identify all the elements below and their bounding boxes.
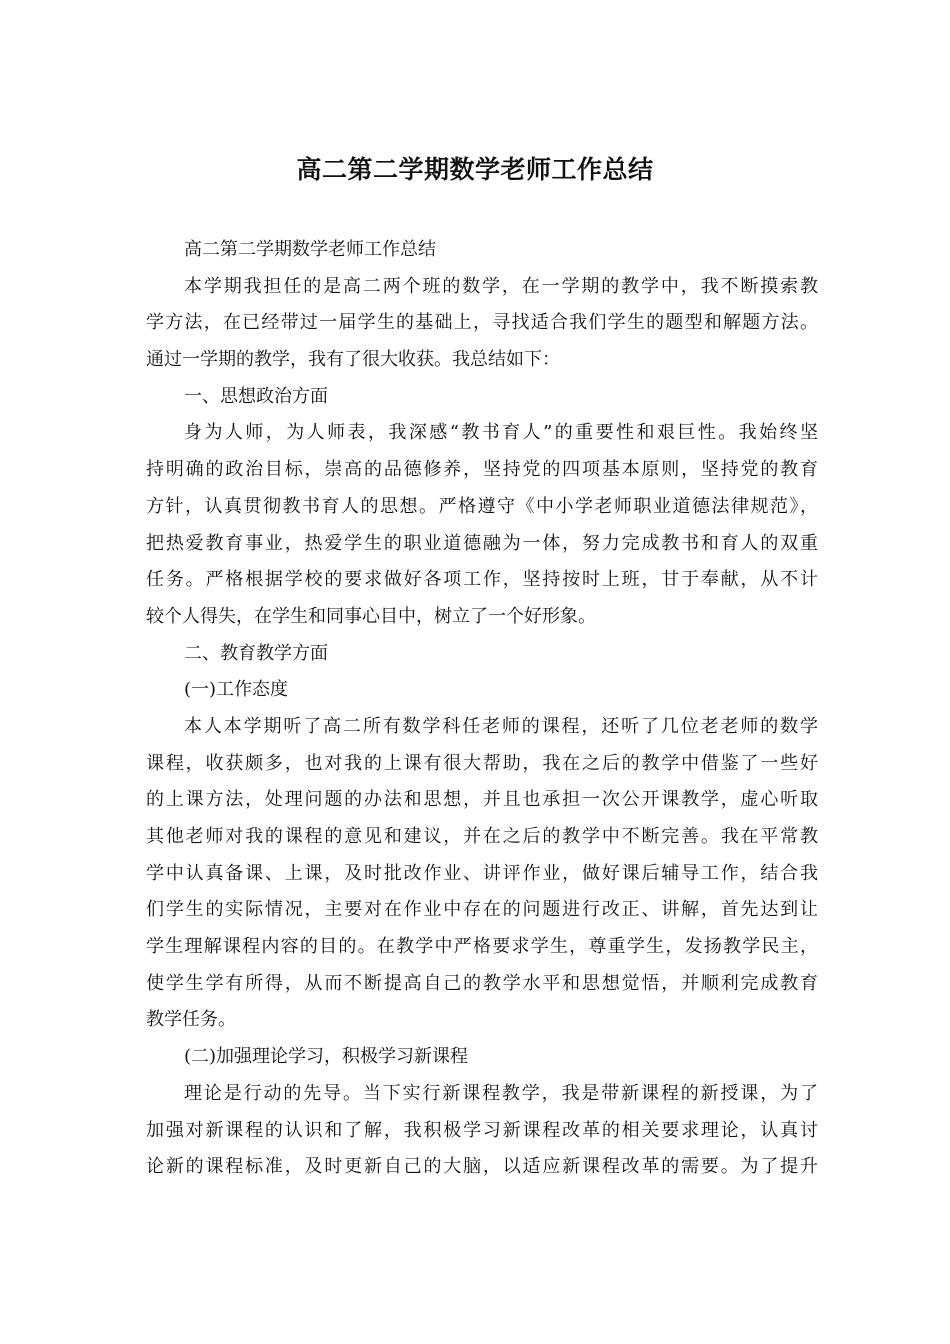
text-line: 任务。严格根据学校的要求做好各项工作，坚持按时上班，甘于奉献，从不计 xyxy=(146,569,818,591)
text-line: 方针，认真贯彻教书育人的思想。严格遵守《中小学老师职业道德法律规范》， xyxy=(146,495,818,517)
text-line: 理论是行动的先导。当下实行新课程教学，我是带新课程的新授课，为了 xyxy=(184,1082,818,1104)
text-line: 学方法，在已经带过一届学生的基础上，寻找适合我们学生的题型和解题方法。 xyxy=(146,312,818,334)
text-line: 教学任务。 xyxy=(146,1009,236,1031)
text-line: 高二第二学期数学老师工作总结 xyxy=(184,239,436,260)
text-line: 二、教育教学方面 xyxy=(184,642,328,664)
text-line: 其他老师对我的课程的意见和建议，并在之后的教学中不断完善。我在平常教 xyxy=(146,826,818,847)
text-line: 们学生的实际情况，主要对在作业中存在的问题进行改正、讲解，首先达到让 xyxy=(146,899,818,921)
text-line: 把热爱教育事业，热爱学生的职业道德融为一体，努力完成教书和育人的双重 xyxy=(146,532,818,554)
text-line: 论新的课程标准，及时更新自己的大脑，以适应新课程改革的需要。为了提升 xyxy=(146,1156,818,1178)
text-line: 一、思想政治方面 xyxy=(184,385,328,407)
text-line: 通过一学期的教学，我有了很大收获。我总结如下： xyxy=(146,349,560,371)
text-line: 较个人得失，在学生和同事心目中，树立了一个好形象。 xyxy=(146,605,596,627)
text-line: 加强对新课程的认识和了解，我积极学习新课程改革的相关要求理论，认真讨 xyxy=(146,1119,818,1141)
text-line: 的上课方法，处理问题的办法和思想，并且也承担一次公开课教学，虚心听取 xyxy=(146,789,818,811)
text-line: 课程，收获颇多，也对我的上课有很大帮助，我在之后的教学中借鉴了一些好 xyxy=(146,752,818,774)
document-title: 高二第二学期数学老师工作总结 xyxy=(296,155,654,184)
text-line: 本人本学期听了高二所有数学科任老师的课程，还听了几位老老师的数学 xyxy=(184,715,818,737)
text-line: 学生理解课程内容的目的。在教学中严格要求学生，尊重学生，发扬教学民主， xyxy=(146,936,818,958)
text-line: (一)工作态度 xyxy=(184,679,289,701)
text-line: 持明确的政治目标，崇高的品德修养，坚持党的四项基本原则，坚持党的教育 xyxy=(146,459,818,481)
document-body xyxy=(146,232,818,1186)
text-line: 学中认真备课、上课，及时批改作业、讲评作业，做好课后辅导工作，结合我 xyxy=(146,862,818,884)
text-line: 身为人师，为人师表，我深感“教书育人”的重要性和艰巨性。我始终坚 xyxy=(184,422,818,444)
text-line: (二)加强理论学习，积极学习新课程 xyxy=(184,1046,469,1068)
text-line: 使学生学有所得，从而不断提高自己的教学水平和思想觉悟，并顺利完成教育 xyxy=(146,972,818,994)
text-line: 本学期我担任的是高二两个班的数学，在一学期的教学中，我不断摸索教 xyxy=(184,275,818,297)
